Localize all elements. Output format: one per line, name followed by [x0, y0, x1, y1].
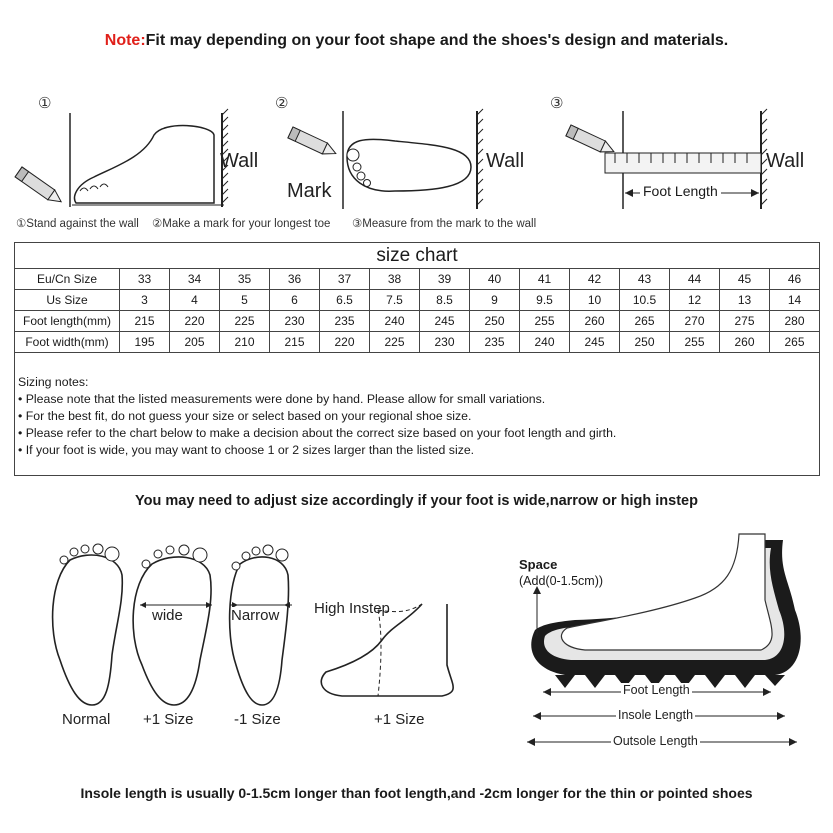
size-chart-cell: 4 — [170, 290, 220, 311]
size-chart-cell: 250 — [470, 311, 520, 332]
step-3-number: ③ — [550, 94, 564, 112]
size-chart-cell: 240 — [520, 332, 570, 353]
size-chart-cell: 12 — [670, 290, 720, 311]
narrow-size-label: -1 Size — [234, 711, 281, 728]
step-1-caption: ①Stand against the wall — [16, 218, 139, 230]
high-instep-size-label: +1 Size — [374, 711, 425, 728]
size-chart-cell: 10.5 — [620, 290, 670, 311]
space-add-label: (Add(0-1.5cm)) — [519, 574, 604, 588]
note-label: Note: — [104, 32, 146, 49]
size-chart-cell: 245 — [570, 332, 620, 353]
outsole-length-label: Outsole Length — [613, 734, 698, 748]
sizing-note-item: • If your foot is wide, you may want to choose 1 or 2 sizes larger than the listed size. — [18, 443, 475, 457]
mark-label: Mark — [287, 180, 332, 202]
sizing-notes — [18, 374, 616, 459]
step-3-caption: ③Measure from the mark to the wall — [352, 218, 537, 230]
size-chart-cell: 43 — [620, 269, 670, 290]
size-chart-cell: 9.5 — [520, 290, 570, 311]
size-chart-cell: 7.5 — [370, 290, 420, 311]
adjust-size-heading: You may need to adjust size accordingly if your foot is wide,narrow or high instep — [135, 493, 698, 509]
size-chart-cell: 225 — [220, 311, 270, 332]
size-chart-cell: 40 — [470, 269, 520, 290]
size-chart-cell: 220 — [320, 332, 370, 353]
insole-length-label: Insole Length — [618, 708, 694, 722]
wide-label: wide — [152, 607, 183, 624]
sizing-note-item: • Please note that the listed measurements were done by hand. Please allow for small variations. — [18, 392, 546, 406]
size-chart-row-label: Eu/Cn Size — [15, 269, 120, 290]
size-chart-cell: 255 — [520, 311, 570, 332]
size-chart-cell: 35 — [220, 269, 270, 290]
size-chart-cell: 39 — [420, 269, 470, 290]
foot-types-illustration — [40, 540, 320, 710]
narrow-label: Narrow — [231, 607, 280, 624]
wall-label-1: Wall — [220, 150, 259, 172]
size-chart-row-label: Foot length(mm) — [15, 311, 120, 332]
size-chart-cell: 245 — [420, 311, 470, 332]
size-chart-row — [15, 332, 820, 353]
step-1-number: ① — [38, 94, 52, 112]
size-chart-cell: 10 — [570, 290, 620, 311]
size-chart-cell: 260 — [570, 311, 620, 332]
size-chart-cell: 225 — [370, 332, 420, 353]
size-chart-cell: 260 — [720, 332, 770, 353]
size-chart-row-label: Us Size — [15, 290, 120, 311]
size-chart-cell: 8.5 — [420, 290, 470, 311]
size-chart-cell: 44 — [670, 269, 720, 290]
size-chart-cell: 235 — [320, 311, 370, 332]
size-chart-cell: 9 — [470, 290, 520, 311]
foot-length-dimension-label: Foot Length — [623, 683, 690, 697]
size-chart-cell: 205 — [170, 332, 220, 353]
size-chart-row — [15, 290, 820, 311]
size-chart-cell: 280 — [770, 311, 820, 332]
size-chart-row — [15, 269, 820, 290]
size-chart-cell: 240 — [370, 311, 420, 332]
sizing-notes-heading: Sizing notes: — [18, 375, 89, 389]
sizing-note-item: • For the best fit, do not guess your size or select based on your regional shoe size. — [18, 409, 472, 423]
size-chart-cell: 6 — [270, 290, 320, 311]
size-chart-title: size chart — [376, 245, 458, 266]
size-chart-cell: 41 — [520, 269, 570, 290]
size-chart-row — [15, 311, 820, 332]
space-label: Space — [519, 557, 558, 572]
size-chart-cell: 210 — [220, 332, 270, 353]
size-chart-cell: 36 — [270, 269, 320, 290]
size-chart-cell: 250 — [620, 332, 670, 353]
size-chart-cell: 265 — [620, 311, 670, 332]
size-chart-cell: 33 — [120, 269, 170, 290]
note-text: Fit may depending on your foot shape and the shoes's design and materials. — [145, 32, 729, 49]
step-2-number: ② — [275, 94, 289, 112]
insole-length-note: Insole length is usually 0-1.5cm longer than foot length,and -2cm longer for the thin or pointed shoes — [80, 785, 753, 801]
wall-label-2: Wall — [486, 150, 525, 172]
normal-size-label: Normal — [62, 711, 111, 728]
size-chart-cell: 5 — [220, 290, 270, 311]
size-chart-cell: 37 — [320, 269, 370, 290]
size-chart-cell: 220 — [170, 311, 220, 332]
size-chart-cell: 215 — [120, 311, 170, 332]
size-chart-cell: 13 — [720, 290, 770, 311]
size-chart-cell: 195 — [120, 332, 170, 353]
wall-label-3: Wall — [766, 150, 805, 172]
foot-length-label-top: Foot Length — [640, 183, 721, 199]
fit-note — [0, 32, 833, 50]
size-chart-cell: 46 — [770, 269, 820, 290]
size-chart-row-label: Foot width(mm) — [15, 332, 120, 353]
high-instep-label: High Instep — [314, 600, 390, 617]
wide-size-label: +1 Size — [143, 711, 194, 728]
size-chart-cell: 42 — [570, 269, 620, 290]
size-chart-cell: 215 — [270, 332, 320, 353]
shoe-cross-section-illustration — [515, 530, 815, 760]
size-chart-cell: 34 — [170, 269, 220, 290]
size-chart-cell: 14 — [770, 290, 820, 311]
size-chart-table — [14, 268, 820, 353]
size-chart-cell: 45 — [720, 269, 770, 290]
size-chart-cell: 270 — [670, 311, 720, 332]
size-chart-cell: 235 — [470, 332, 520, 353]
size-chart-cell: 6.5 — [320, 290, 370, 311]
step-2-caption: ②Make a mark for your longest toe — [152, 218, 331, 230]
size-chart-cell: 3 — [120, 290, 170, 311]
sizing-note-item: • Please refer to the chart below to make a decision about the correct size based on your foot length and girth. — [18, 426, 617, 440]
size-chart-cell: 255 — [670, 332, 720, 353]
size-chart-cell: 230 — [270, 311, 320, 332]
size-chart-cell: 275 — [720, 311, 770, 332]
size-chart-cell: 265 — [770, 332, 820, 353]
size-chart-cell: 38 — [370, 269, 420, 290]
size-chart-cell: 230 — [420, 332, 470, 353]
